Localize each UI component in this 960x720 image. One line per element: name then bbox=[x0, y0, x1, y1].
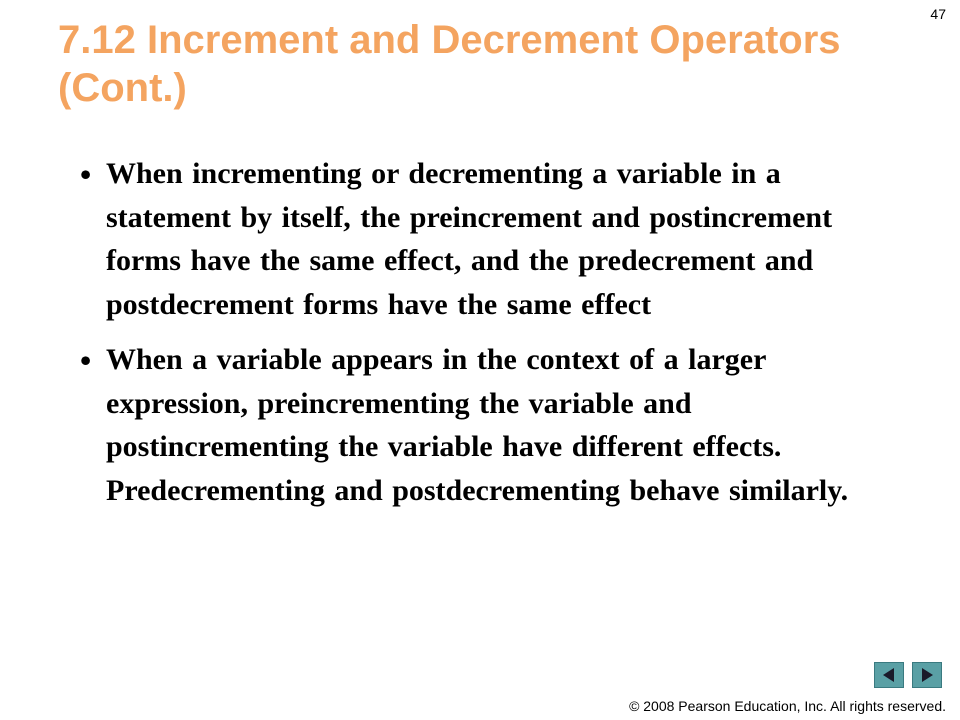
bullet-item bbox=[80, 152, 910, 326]
triangle-left-icon bbox=[880, 666, 898, 684]
next-slide-button[interactable] bbox=[912, 662, 942, 688]
bullet-marker: • bbox=[80, 342, 92, 378]
bullet-marker: • bbox=[80, 156, 92, 192]
triangle-right-icon bbox=[918, 666, 936, 684]
copyright-notice: © 2008 Pearson Education, Inc. All rights reserved. bbox=[629, 698, 946, 714]
bullet-list bbox=[80, 152, 910, 524]
slide-number: 47 bbox=[930, 6, 946, 22]
bullet-item bbox=[80, 338, 910, 512]
previous-slide-button[interactable] bbox=[874, 662, 904, 688]
slide-title: 7.12 Increment and Decrement Operators (Cont.) bbox=[58, 18, 841, 110]
slide-navigation bbox=[874, 662, 942, 688]
bullet-text: When incrementing or decrementing a variable in a statement by itself, the preincrement and postincrement forms have the same effect, and the predecrement and postdecrement forms have the same effect bbox=[106, 157, 833, 321]
bullet-text: When a variable appears in the context of a larger expression, preincrementing the variable and postincrementing the variable have different effects. Predecrementing and postdecrementing behave similarly. bbox=[106, 343, 849, 507]
